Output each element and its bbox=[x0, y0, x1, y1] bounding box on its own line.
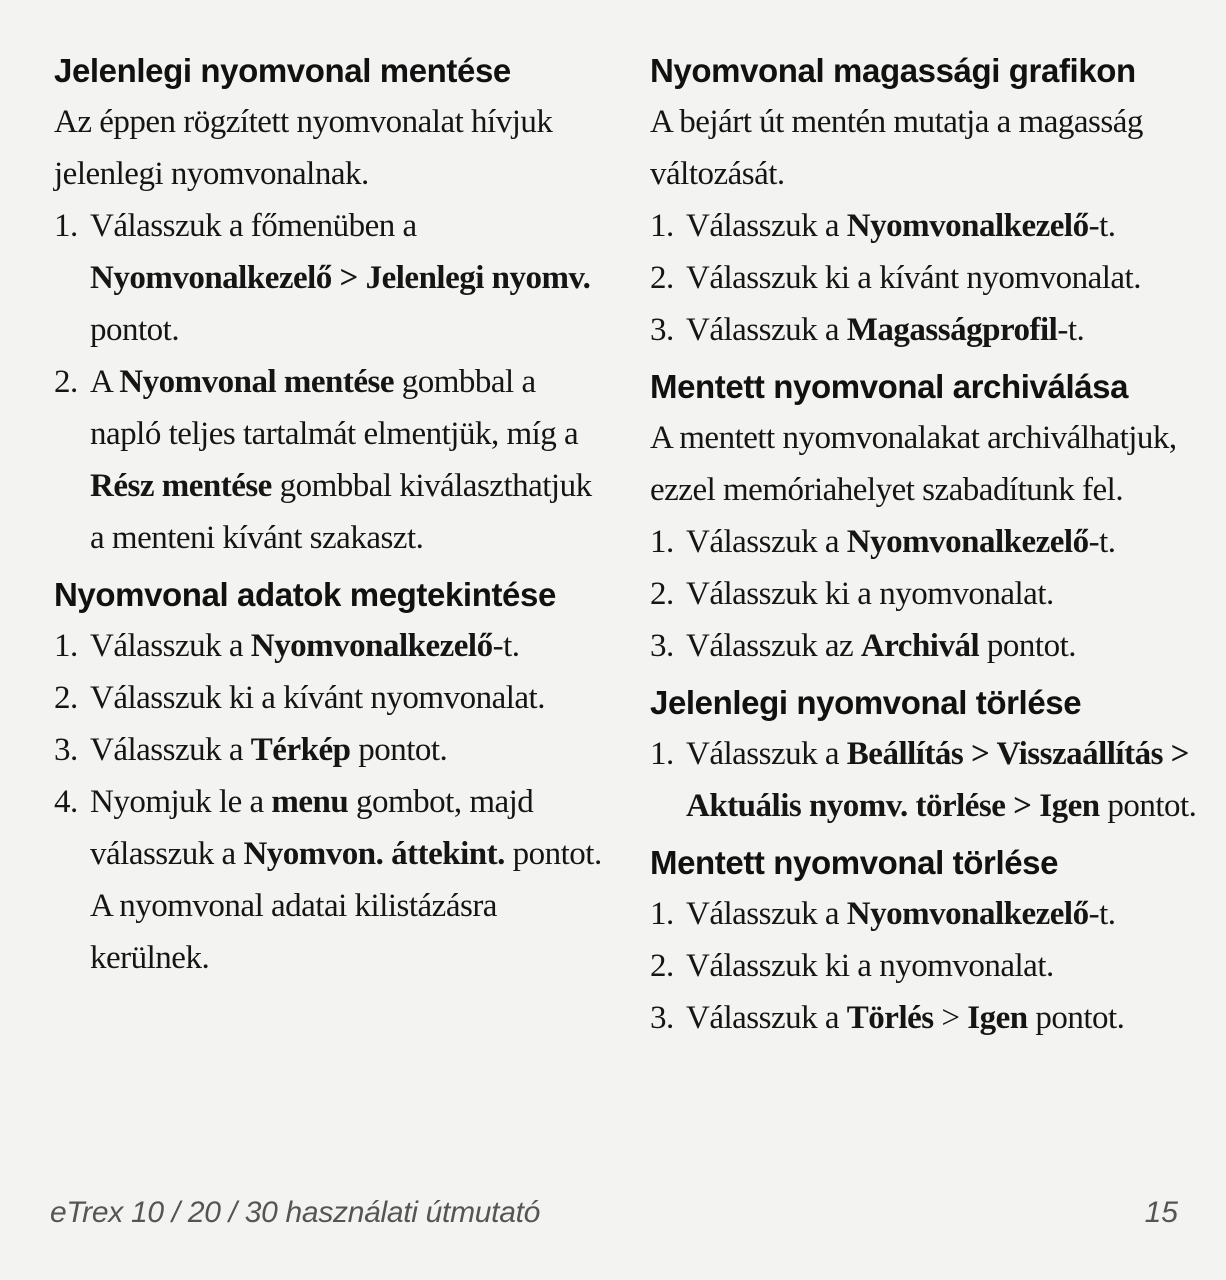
step-text: Válasszuk a bbox=[686, 312, 847, 348]
button-name: menu bbox=[271, 784, 349, 820]
step-number: 1. bbox=[54, 208, 78, 244]
step-item bbox=[650, 304, 1210, 356]
result-note: A nyomvonal adatai kilistázásra kerülnek. bbox=[90, 888, 497, 976]
menu-path: Magasságprofil bbox=[846, 312, 1058, 348]
menu-path: Nyomvonalkezelő > Jelenlegi nyomv. bbox=[90, 260, 591, 296]
step-item bbox=[650, 620, 1210, 672]
step-number: 2. bbox=[650, 260, 674, 296]
step-number: 3. bbox=[54, 732, 78, 768]
step-number: 2. bbox=[650, 948, 674, 984]
step-number: 1. bbox=[650, 524, 674, 560]
step-number: 1. bbox=[650, 736, 674, 772]
step-number: 1. bbox=[650, 896, 674, 932]
menu-path: Igen bbox=[967, 1000, 1028, 1036]
step-text: -t. bbox=[1088, 896, 1116, 932]
step-text: Válasszuk a bbox=[686, 524, 847, 560]
menu-path: Térkép bbox=[250, 732, 351, 768]
step-text: > bbox=[933, 1000, 968, 1036]
section-archive-saved-track bbox=[650, 366, 1210, 672]
step-number: 3. bbox=[650, 312, 674, 348]
right-column bbox=[650, 40, 1210, 1044]
section-delete-saved-track bbox=[650, 842, 1210, 1044]
step-text: Válasszuk a bbox=[686, 896, 847, 932]
steps-list bbox=[650, 516, 1210, 672]
step-text: -t. bbox=[1088, 524, 1116, 560]
menu-path: Archivál bbox=[860, 628, 980, 664]
step-item bbox=[650, 992, 1210, 1044]
menu-path: Beállítás > Visszaállítás > Aktuális nyomv. törlése > Igen bbox=[686, 736, 1189, 824]
menu-path: Nyomvonalkezelő bbox=[846, 896, 1089, 932]
step-item bbox=[54, 620, 602, 672]
step-text: Válasszuk a főmenüben a bbox=[90, 208, 417, 244]
heading-archive-saved-track: Mentett nyomvonal archiválása bbox=[650, 368, 1129, 405]
step-text: pontot. bbox=[1099, 788, 1197, 824]
menu-path: Nyomvon. áttekint. bbox=[243, 836, 505, 872]
step-item bbox=[54, 356, 602, 564]
menu-path: Nyomvonalkezelő bbox=[846, 208, 1089, 244]
left-column bbox=[54, 40, 602, 984]
step-text: A bbox=[90, 364, 120, 400]
step-number: 1. bbox=[650, 208, 674, 244]
step-item bbox=[54, 724, 602, 776]
button-name: Nyomvonal mentése bbox=[119, 364, 394, 400]
step-text: pontot. bbox=[350, 732, 448, 768]
steps-list bbox=[650, 200, 1210, 356]
step-item bbox=[650, 888, 1210, 940]
step-item bbox=[650, 516, 1210, 568]
step-text: Válasszuk ki a kívánt nyomvonalat. bbox=[686, 260, 1141, 296]
manual-title-footer: eTrex 10 / 20 / 30 használati útmutató bbox=[50, 1196, 541, 1229]
section-delete-current-track bbox=[650, 682, 1210, 832]
step-text: pontot. bbox=[1027, 1000, 1125, 1036]
menu-path: Nyomvonalkezelő bbox=[250, 628, 493, 664]
steps-list bbox=[54, 200, 602, 564]
heading-elevation-plot: Nyomvonal magassági grafikon bbox=[650, 52, 1136, 89]
step-text: gombbal kiválaszthatjuk a menteni kívánt szakaszt. bbox=[90, 468, 592, 556]
steps-list bbox=[54, 620, 602, 880]
step-item bbox=[54, 200, 602, 356]
menu-path: Törlés bbox=[846, 1000, 934, 1036]
step-text: Válasszuk ki a kívánt nyomvonalat. bbox=[90, 680, 545, 716]
section-save-current-track bbox=[54, 50, 602, 564]
step-text: Válasszuk a bbox=[90, 628, 251, 664]
step-item bbox=[650, 252, 1210, 304]
section-elevation-plot bbox=[650, 50, 1210, 356]
section-view-track-data bbox=[54, 574, 602, 984]
step-number: 4. bbox=[54, 784, 78, 820]
step-item bbox=[650, 940, 1210, 992]
step-text: Válasszuk a bbox=[686, 208, 847, 244]
step-number: 2. bbox=[54, 680, 78, 716]
heading-view-track-data: Nyomvonal adatok megtekintése bbox=[54, 576, 556, 613]
intro-text: A mentett nyomvonalakat archiválhatjuk, ezzel memóriahelyet szabadítunk fel. bbox=[650, 420, 1177, 508]
step-number: 3. bbox=[650, 628, 674, 664]
step-item bbox=[650, 568, 1210, 620]
intro-text: Az éppen rögzített nyomvonalat hívjuk jelenlegi nyomvonalnak. bbox=[54, 104, 553, 192]
step-text: gombot, majd válasszuk a bbox=[90, 784, 534, 872]
step-text: gombbal a napló teljes tartalmát elmentjük, míg a bbox=[90, 364, 579, 452]
step-item bbox=[650, 728, 1210, 832]
step-text: Válasszuk a bbox=[90, 732, 251, 768]
heading-delete-current-track: Jelenlegi nyomvonal törlése bbox=[650, 684, 1082, 721]
step-text: Nyomjuk le a bbox=[90, 784, 272, 820]
step-text: Válasszuk a bbox=[686, 1000, 847, 1036]
step-text: -t. bbox=[1057, 312, 1085, 348]
button-name: Rész mentése bbox=[90, 468, 272, 504]
menu-path: Nyomvonalkezelő bbox=[846, 524, 1089, 560]
step-text: Válasszuk az bbox=[686, 628, 861, 664]
step-number: 3. bbox=[650, 1000, 674, 1036]
step-number: 1. bbox=[54, 628, 78, 664]
step-text: -t. bbox=[1088, 208, 1116, 244]
steps-list bbox=[650, 728, 1210, 832]
step-text: Válasszuk ki a nyomvonalat. bbox=[686, 948, 1054, 984]
steps-list bbox=[650, 888, 1210, 1044]
step-item bbox=[650, 200, 1210, 252]
intro-text: A bejárt út mentén mutatja a magasság változását. bbox=[650, 104, 1143, 192]
step-text: pontot. bbox=[90, 312, 180, 348]
step-text: -t. bbox=[492, 628, 520, 664]
step-text: pontot. bbox=[979, 628, 1076, 664]
step-item bbox=[54, 672, 602, 724]
page-number: 15 bbox=[1144, 1196, 1178, 1229]
step-text: pontot. bbox=[504, 836, 602, 872]
step-number: 2. bbox=[650, 576, 674, 612]
step-item bbox=[54, 776, 602, 880]
step-text: Válasszuk ki a nyomvonalat. bbox=[686, 576, 1054, 612]
step-number: 2. bbox=[54, 364, 78, 400]
step-text: Válasszuk a bbox=[686, 736, 847, 772]
heading-save-current-track: Jelenlegi nyomvonal mentése bbox=[54, 52, 511, 89]
heading-delete-saved-track: Mentett nyomvonal törlése bbox=[650, 844, 1059, 881]
